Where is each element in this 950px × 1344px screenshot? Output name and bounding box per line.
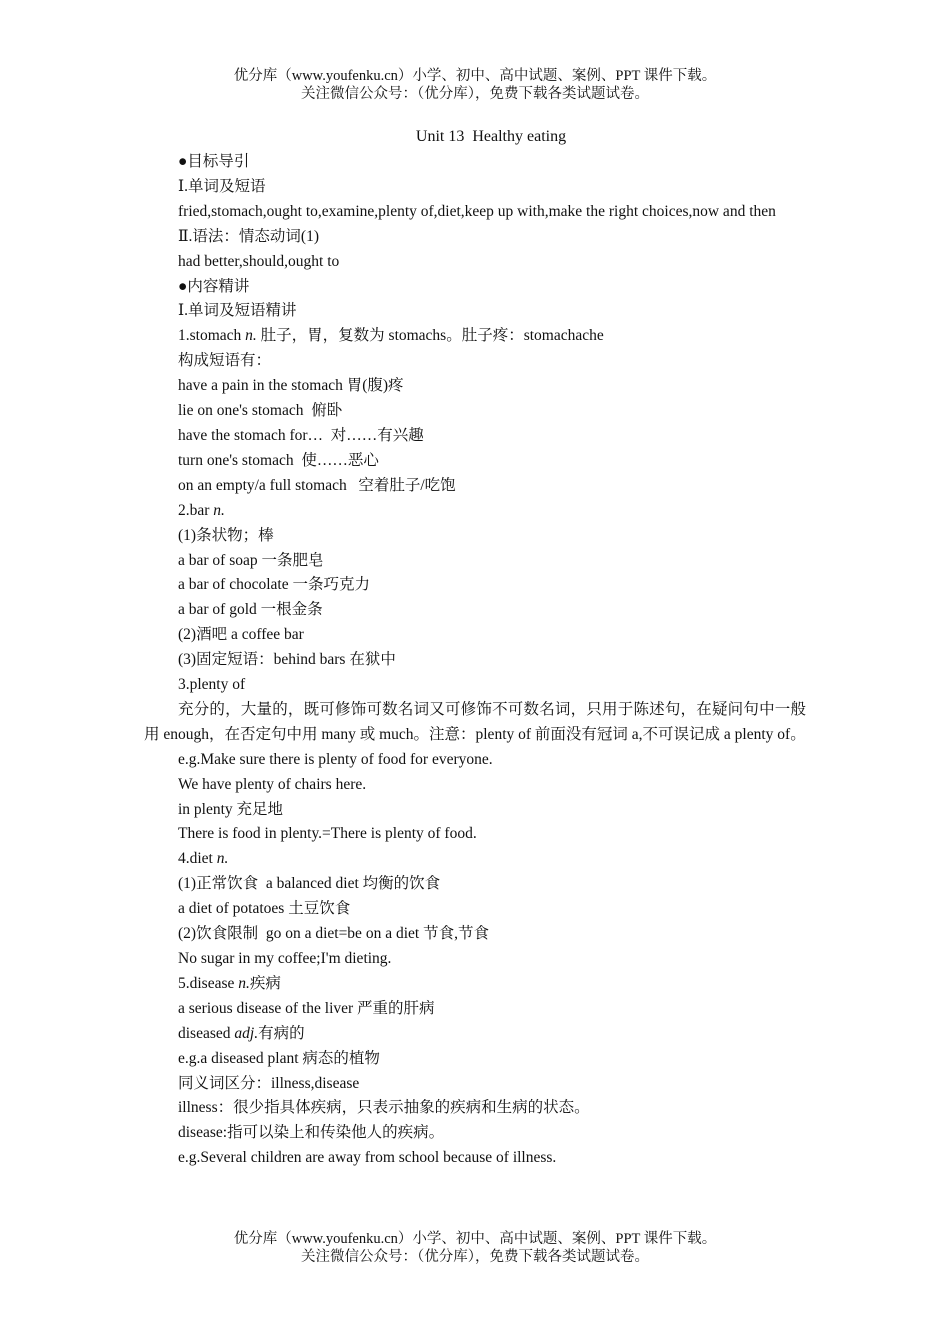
- text-line: disease:指可以染上和传染他人的疾病。: [178, 1124, 445, 1142]
- example-line: e.g.Several children are away from school because of illness.: [178, 1149, 557, 1167]
- item-heading: 3.plenty of: [178, 676, 246, 694]
- text-line: 构成短语有：: [178, 352, 272, 370]
- page-footer: [0, 1230, 950, 1266]
- meaning-line: (1)正常饮食 a balanced diet 均衡的饮食: [178, 875, 441, 893]
- phrase-line: lie on one's stomach 俯卧: [178, 402, 343, 420]
- footer-line-1: 优分库（www.youfenku.cn）小学、初中、高中试题、案例、PPT 课件下载。: [233, 1231, 717, 1247]
- meaning-line: (2)饮食限制 go on a diet=be on a diet 节食,节食: [178, 925, 489, 943]
- item-heading: 5.disease n.疾病: [178, 974, 281, 992]
- example-line: No sugar in my coffee;I'm dieting.: [178, 950, 392, 967]
- phrase-line: on an empty/a full stomach 空着肚子/吃饱: [178, 476, 456, 494]
- phrase-line: a serious disease of the liver 严重的肝病: [178, 999, 435, 1017]
- example-line: e.g.a diseased plant 病态的植物: [178, 1049, 380, 1067]
- phrase-line: have the stomach for… 对……有兴趣: [178, 426, 424, 444]
- phrase-line: a bar of gold 一根金条: [178, 601, 323, 619]
- header-line-2: 关注微信公众号：（优分库），免费下载各类试题试卷。: [301, 86, 649, 102]
- subsection-heading: Ⅰ.单词及短语精讲: [178, 302, 297, 320]
- explanation-paragraph: 充分的，大量的，既可修饰可数名词又可修饰不可数名词，只用于陈述句，在疑问句中一般用 enough，在否定句中用 many 或 much。注意：plenty of 前面没有冠词 a,不可误记成 a plenty of。: [144, 700, 806, 743]
- header-line-1: 优分库（www.youfenku.cn）小学、初中、高中试题、案例、PPT 课件下载。: [233, 68, 717, 84]
- example-line: e.g.Make sure there is plenty of food for everyone.: [178, 750, 493, 768]
- document-body: [144, 150, 806, 1171]
- subsection-heading: Ⅰ.单词及短语: [178, 177, 266, 195]
- meaning-line: (2)酒吧 a coffee bar: [178, 626, 304, 644]
- phrase-line: turn one's stomach 使……恶心: [178, 451, 379, 469]
- footer-line-2: 关注微信公众号：（优分库），免费下载各类试题试卷。: [301, 1249, 649, 1265]
- subsection-heading: Ⅱ.语法：情态动词(1): [178, 227, 319, 245]
- page-header: [0, 67, 950, 103]
- section-heading: ●内容精讲: [178, 277, 250, 295]
- phrase-line: have a pain in the stomach 胃(腹)疼: [178, 377, 404, 395]
- document-title: Unit 13 Healthy eating: [415, 128, 567, 145]
- item-heading: 1.stomach n. 肚子，胃，复数为 stomachs。肚子疼：stomachache: [178, 327, 604, 345]
- example-line: We have plenty of chairs here.: [178, 775, 367, 793]
- phrase-line: a diet of potatoes 土豆饮食: [178, 900, 351, 918]
- text-line: diseased adj.有病的: [178, 1024, 305, 1042]
- item-heading: 4.diet n.: [178, 850, 229, 868]
- meaning-line: (3)固定短语：behind bars 在狱中: [178, 651, 396, 669]
- text-line: illness：很少指具体疾病，只表示抽象的疾病和生病的状态。: [178, 1099, 590, 1117]
- meaning-line: (1)条状物；棒: [178, 526, 274, 544]
- grammar-list: had better,should,ought to: [178, 252, 340, 270]
- vocab-list: fried,stomach,ought to,examine,plenty of,diet,keep up with,make the right choices,now and then: [178, 202, 776, 220]
- example-line: There is food in plenty.=There is plenty of food.: [178, 825, 477, 843]
- phrase-line: a bar of chocolate 一条巧克力: [178, 576, 370, 594]
- item-heading: 2.bar n.: [178, 501, 225, 519]
- phrase-line: a bar of soap 一条肥皂: [178, 551, 324, 569]
- text-line: 同义词区分：illness,disease: [178, 1074, 360, 1092]
- section-heading: ●目标导引: [178, 153, 250, 170]
- phrase-line: in plenty 充足地: [178, 800, 284, 818]
